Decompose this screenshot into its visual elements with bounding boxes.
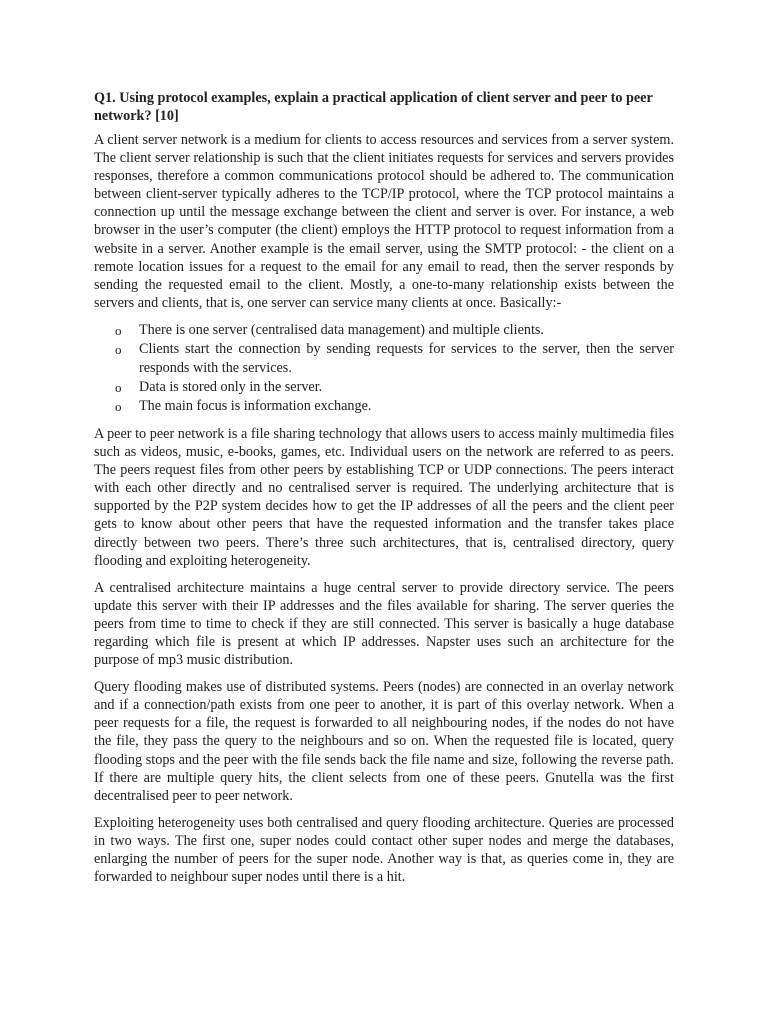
bullet-text: Data is stored only in the server. xyxy=(139,378,323,395)
bullet-marker: o xyxy=(115,398,122,414)
bullet-text: The main focus is information exchange. xyxy=(139,397,372,414)
bullet-item xyxy=(94,340,674,378)
paragraph-query-flooding: Query flooding makes use of distributed systems. Peers (nodes) are connected in an overlay network and if a connection/path exists from one peer to another, it is part of this overlay network. When a peer requests for a file, the request is forwarded to all neighbouring nodes, if the nodes do not have the file, they pass the query to the neighbours and so on. When the requested file is located, query flooding stops and the peer with the file sends back the file name and size, following the reverse path. If there are multiple query hits, the client selects from one of these peers. Gnutella was the first decentralised peer to peer network. xyxy=(94,679,674,804)
paragraph-client-server: A client server network is a medium for clients to access resources and services from a server system. The client server relationship is such that the client initiates requests for services and servers provides responses, therefore a common communications protocol should be adhered to. The communication between client-server typically adheres to the TCP/IP protocol, where the TCP protocol maintains a connection up until the message exchange between the client and server is over. For instance, a web browser in the user’s computer (the client) employs the HTTP protocol to request information from a website in a server. Another example is the email server, using the SMTP protocol: - the client on a remote location issues for a request to the email for any email to read, then the server responds by sending the requested email to the client. Mostly, a one-to-many relationship exists between the servers and clients, that is, one server can service many clients at once. Basically:- xyxy=(94,132,674,311)
bullet-marker: o xyxy=(115,341,122,357)
bullet-marker: o xyxy=(115,322,122,338)
bullet-item xyxy=(94,397,674,416)
bullet-item xyxy=(94,378,674,397)
question-heading: Q1. Using protocol examples, explain a practical application of client server and peer to peer network? [10] xyxy=(94,90,653,124)
paragraph-peer-to-peer: A peer to peer network is a file sharing technology that allows users to access mainly multimedia files such as videos, music, e-books, games, etc. Individual users on the network are referred to as peers. The peers request files from other peers by establishing TCP or UDP connections. The peers interact with each other directly and no centralised server is required. The underlying architecture that is supported by the P2P system decides how to get the IP addresses of all the peers and the client peer gets to know about other peers that have the requested information and the transfer takes place directly between two peers. There’s three such architectures, that is, centralised directory, query flooding and exploiting heterogeneity. xyxy=(94,425,674,569)
bullet-text: Clients start the connection by sending requests for services to the server, then the server responds with the services. xyxy=(139,340,674,376)
paragraph-exploiting-heterogeneity: Exploiting heterogeneity uses both centralised and query flooding architecture. Queries are processed in two ways. The first one, super nodes could contact other super nodes and merge the databases, enlarging the number of peers for the super node. Another way is that, as queries come in, they are forwarded to neighbour super nodes until there is a hit. xyxy=(94,814,674,886)
bullet-item xyxy=(94,321,674,340)
bullet-list xyxy=(94,321,674,416)
bullet-marker: o xyxy=(115,379,122,395)
paragraph-centralised-architecture: A centralised architecture maintains a huge central server to provide directory service. The peers update this server with their IP addresses and the files available for sharing. The server queries the peers from time to time to check if they are still connected. This server is basically a huge database regarding which file is present at which IP addresses. Napster uses such an architecture for the purpose of mp3 music distribution. xyxy=(94,579,674,669)
bullet-text: There is one server (centralised data management) and multiple clients. xyxy=(139,321,544,338)
